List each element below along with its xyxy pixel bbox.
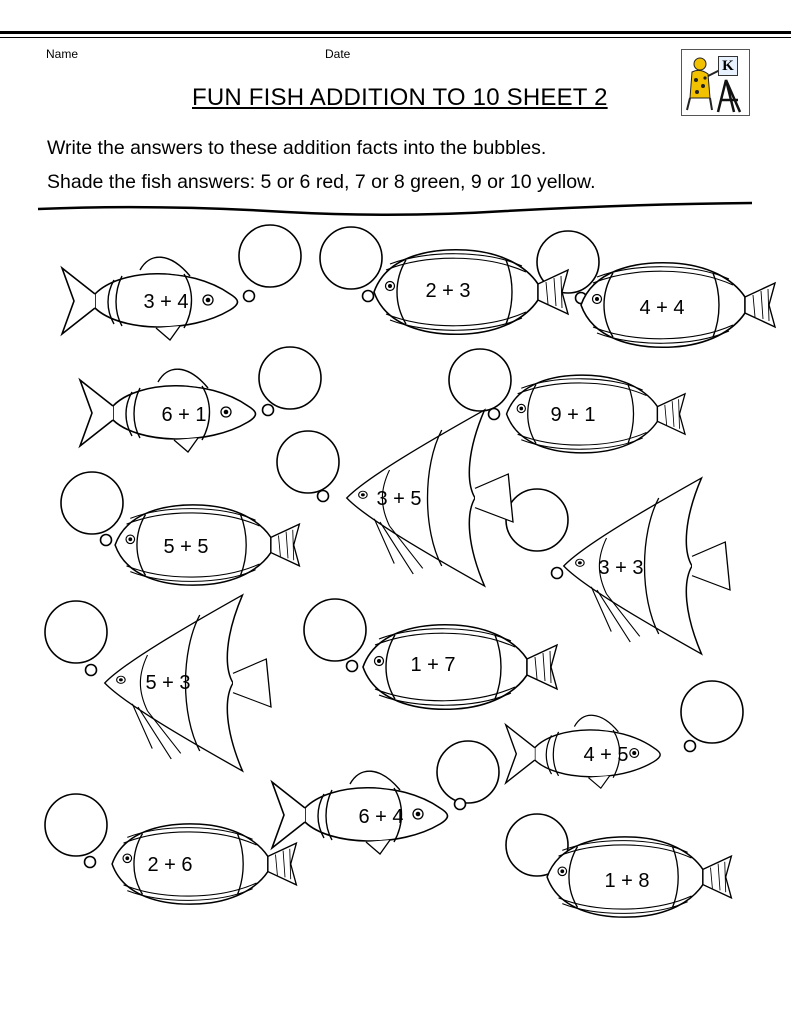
answer-bubble[interactable] (277, 431, 339, 493)
fact-label: 6 + 4 (358, 806, 404, 828)
answer-bubble[interactable] (449, 349, 511, 411)
fact-label: 5 + 3 (145, 672, 191, 694)
fact-label: 6 + 1 (161, 404, 207, 426)
round-fish[interactable] (363, 625, 557, 709)
fact-label: 4 + 4 (639, 297, 685, 319)
instruction-line-2: Shade the fish answers: 5 or 6 red, 7 or 8 green, 9 or 10 yellow. (47, 171, 596, 193)
fact-label: 3 + 5 (376, 488, 422, 510)
answer-bubble[interactable] (304, 599, 366, 661)
fact-label: 2 + 3 (425, 280, 471, 302)
answer-bubble[interactable] (259, 347, 321, 409)
fact-label: 4 + 5 (583, 744, 629, 766)
answer-bubble[interactable] (45, 794, 107, 856)
answer-bubble[interactable] (61, 472, 123, 534)
fact-label: 3 + 3 (598, 557, 644, 579)
answer-bubble[interactable] (239, 225, 301, 287)
fact-label: 5 + 5 (163, 536, 209, 558)
instruction-line-1: Write the answers to these addition facts into the bubbles. (47, 137, 547, 159)
fact-label: 1 + 7 (410, 654, 456, 676)
fact-label: 9 + 1 (550, 404, 596, 426)
angelfish[interactable] (347, 410, 513, 586)
answer-bubble[interactable] (437, 741, 499, 803)
answer-bubble[interactable] (320, 227, 382, 289)
name-label: Name (46, 47, 79, 61)
round-fish[interactable] (507, 375, 685, 453)
answer-bubble[interactable] (681, 681, 743, 743)
fact-label: 2 + 6 (147, 854, 193, 876)
logo-letter: K (718, 56, 738, 76)
page-title: FUN FISH ADDITION TO 10 SHEET 2 (192, 84, 608, 111)
fact-label: 3 + 4 (143, 291, 189, 313)
round-fish[interactable] (112, 824, 296, 904)
angelfish[interactable] (564, 478, 730, 654)
answer-bubble[interactable] (45, 601, 107, 663)
answer-bubble[interactable] (506, 489, 568, 551)
date-label: Date (325, 47, 351, 61)
fact-label: 1 + 8 (604, 870, 650, 892)
